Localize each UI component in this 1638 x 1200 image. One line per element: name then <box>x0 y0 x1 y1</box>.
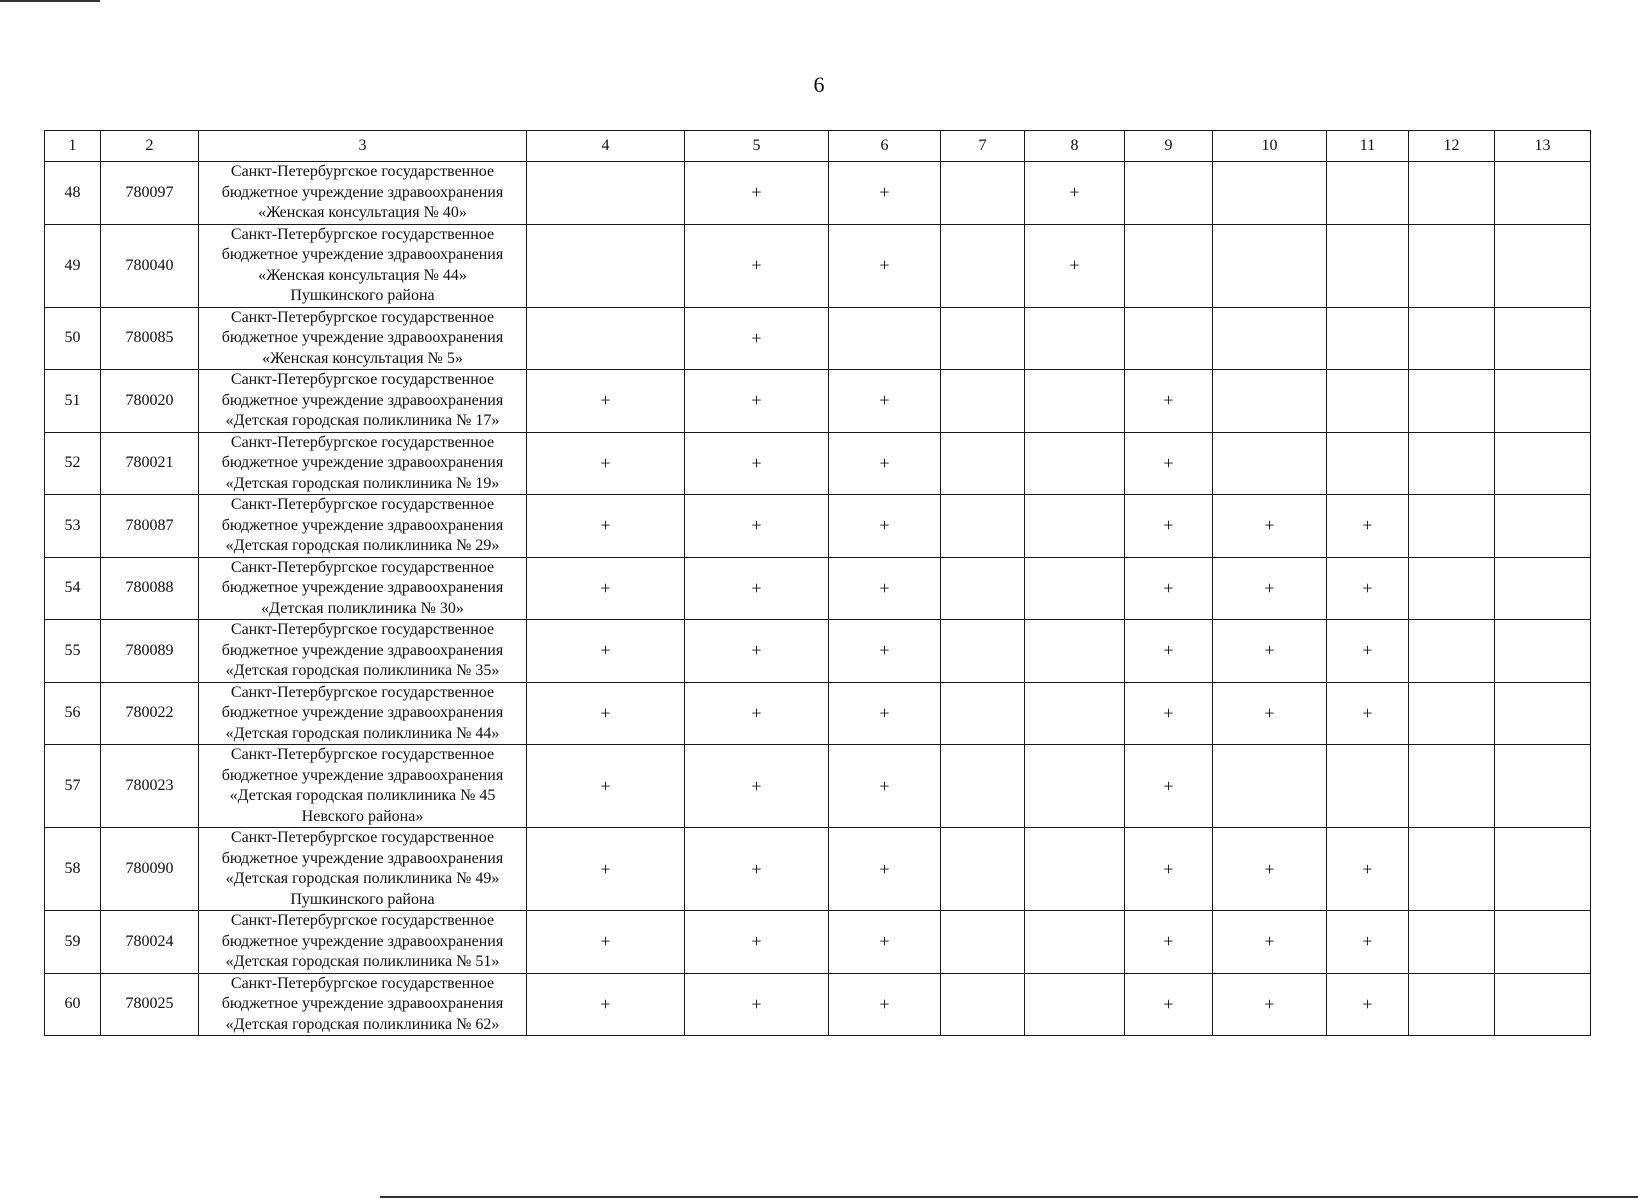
row-number: 50 <box>45 307 101 370</box>
facility-name <box>199 307 527 370</box>
mark-cell-col-8 <box>1025 745 1125 828</box>
mark-cell-col-11: + <box>1327 911 1409 974</box>
mark-cell-col-9: + <box>1125 911 1213 974</box>
row-number: 54 <box>45 557 101 620</box>
column-header-7: 7 <box>941 131 1025 162</box>
facility-name-line: бюджетное учреждение здравоохранения <box>221 766 504 784</box>
facility-code: 780090 <box>101 828 199 911</box>
mark-cell-col-6: + <box>829 370 941 433</box>
mark-cell-col-10: + <box>1213 682 1327 745</box>
mark-cell-col-4: + <box>527 432 685 495</box>
facility-name-line: «Женская консультация № 5» <box>262 349 463 367</box>
row-number: 55 <box>45 620 101 683</box>
mark-cell-col-8: + <box>1025 162 1125 225</box>
facility-name-line: «Детская городская поликлиника № 45 <box>229 787 496 804</box>
facility-code: 780040 <box>101 224 199 307</box>
mark-cell-col-5: + <box>685 307 829 370</box>
facility-name-line: «Детская поликлиника № 30» <box>261 599 464 617</box>
mark-cell-col-9 <box>1125 224 1213 307</box>
facility-name-line: «Детская городская поликлиника № 44» <box>225 724 500 742</box>
mark-cell-col-4 <box>527 162 685 225</box>
mark-cell-col-5: + <box>685 162 829 225</box>
row-number: 48 <box>45 162 101 225</box>
mark-cell-col-9: + <box>1125 495 1213 558</box>
facility-name-line: «Детская городская поликлиника № 51» <box>225 953 500 970</box>
row-number: 49 <box>45 224 101 307</box>
facility-code: 780020 <box>101 370 199 433</box>
mark-cell-col-8 <box>1025 370 1125 433</box>
mark-cell-col-10 <box>1213 432 1327 495</box>
row-number: 59 <box>45 911 101 974</box>
mark-cell-col-5: + <box>685 682 829 745</box>
mark-cell-col-8 <box>1025 557 1125 620</box>
facility-name-line: бюджетное учреждение здравоохранения <box>221 579 504 596</box>
facility-name-line: бюджетное учреждение здравоохранения <box>221 391 504 409</box>
mark-cell-col-4: + <box>527 828 685 911</box>
mark-cell-col-5: + <box>685 432 829 495</box>
mark-cell-col-10: + <box>1213 557 1327 620</box>
mark-cell-col-7 <box>941 495 1025 558</box>
mark-cell-col-6: + <box>829 495 941 558</box>
mark-cell-col-9 <box>1125 162 1213 225</box>
mark-cell-col-12 <box>1409 162 1495 225</box>
column-header-2: 2 <box>101 131 199 162</box>
mark-cell-col-7 <box>941 307 1025 370</box>
mark-cell-col-13 <box>1495 745 1591 828</box>
table-row <box>45 224 1591 307</box>
mark-cell-col-13 <box>1495 620 1591 683</box>
column-header-12: 12 <box>1409 131 1495 162</box>
bottom-scan-rule <box>380 1196 1638 1198</box>
facility-name-line: Санкт-Петербургское государственное <box>230 433 495 451</box>
column-header-10: 10 <box>1213 131 1327 162</box>
mark-cell-col-7 <box>941 828 1025 911</box>
facility-name-line: бюджетное учреждение здравоохранения <box>221 704 504 721</box>
row-number: 57 <box>45 745 101 828</box>
mark-cell-col-8 <box>1025 911 1125 974</box>
mark-cell-col-12 <box>1409 224 1495 307</box>
facility-name-line: бюджетное учреждение здравоохранения <box>221 932 504 950</box>
mark-cell-col-10: + <box>1213 620 1327 683</box>
facility-name-line: бюджетное учреждение здравоохранения <box>221 849 504 867</box>
mark-cell-col-5: + <box>685 745 829 828</box>
mark-cell-col-7 <box>941 162 1025 225</box>
mark-cell-col-9: + <box>1125 557 1213 620</box>
mark-cell-col-11 <box>1327 224 1409 307</box>
mark-cell-col-7 <box>941 745 1025 828</box>
mark-cell-col-4: + <box>527 370 685 433</box>
column-header-1: 1 <box>45 131 101 162</box>
mark-cell-col-7 <box>941 911 1025 974</box>
mark-cell-col-8 <box>1025 432 1125 495</box>
mark-cell-col-6: + <box>829 911 941 974</box>
row-number: 52 <box>45 432 101 495</box>
facility-code: 780023 <box>101 745 199 828</box>
mark-cell-col-9: + <box>1125 682 1213 745</box>
mark-cell-col-5: + <box>685 224 829 307</box>
mark-cell-col-10 <box>1213 370 1327 433</box>
facility-name-line: «Женская консультация № 40» <box>258 204 467 221</box>
mark-cell-col-12 <box>1409 432 1495 495</box>
mark-cell-col-12 <box>1409 620 1495 683</box>
facility-name <box>199 911 527 974</box>
mark-cell-col-11 <box>1327 307 1409 370</box>
table-row <box>45 620 1591 683</box>
mark-cell-col-6: + <box>829 682 941 745</box>
facility-name-line: Санкт-Петербургское государственное <box>230 225 495 243</box>
table-row <box>45 495 1591 558</box>
top-scan-rule <box>0 0 100 2</box>
row-number: 51 <box>45 370 101 433</box>
mark-cell-col-9: + <box>1125 370 1213 433</box>
mark-cell-col-12 <box>1409 557 1495 620</box>
mark-cell-col-6 <box>829 307 941 370</box>
mark-cell-col-12 <box>1409 911 1495 974</box>
mark-cell-col-12 <box>1409 973 1495 1036</box>
facility-name <box>199 620 527 683</box>
mark-cell-col-5: + <box>685 495 829 558</box>
mark-cell-col-5: + <box>685 828 829 911</box>
column-header-11: 11 <box>1327 131 1409 162</box>
mark-cell-col-8 <box>1025 307 1125 370</box>
mark-cell-col-4: + <box>527 911 685 974</box>
mark-cell-col-11: + <box>1327 973 1409 1036</box>
mark-cell-col-8: + <box>1025 224 1125 307</box>
facility-code: 780024 <box>101 911 199 974</box>
mark-cell-col-7 <box>941 224 1025 307</box>
mark-cell-col-12 <box>1409 495 1495 558</box>
facility-name-line: бюджетное учреждение здравоохранения <box>221 641 504 659</box>
mark-cell-col-11: + <box>1327 620 1409 683</box>
facility-name-line: Санкт-Петербургское государственное <box>230 621 495 638</box>
facility-code: 780025 <box>101 973 199 1036</box>
mark-cell-col-12 <box>1409 745 1495 828</box>
column-header-5: 5 <box>685 131 829 162</box>
mark-cell-col-13 <box>1495 224 1591 307</box>
mark-cell-col-5: + <box>685 973 829 1036</box>
mark-cell-col-13 <box>1495 495 1591 558</box>
mark-cell-col-11: + <box>1327 828 1409 911</box>
facility-name-line: «Детская городская поликлиника № 17» <box>225 412 500 429</box>
mark-cell-col-4: + <box>527 682 685 745</box>
facility-name-line: бюджетное учреждение здравоохранения <box>221 454 504 471</box>
mark-cell-col-9: + <box>1125 973 1213 1036</box>
facility-code: 780088 <box>101 557 199 620</box>
mark-cell-col-6: + <box>829 973 941 1036</box>
row-number: 60 <box>45 973 101 1036</box>
mark-cell-col-4: + <box>527 557 685 620</box>
facility-name-line: Невского района» <box>301 807 424 825</box>
facility-code: 780022 <box>101 682 199 745</box>
mark-cell-col-12 <box>1409 307 1495 370</box>
mark-cell-col-12 <box>1409 828 1495 911</box>
mark-cell-col-8 <box>1025 620 1125 683</box>
table-row <box>45 973 1591 1036</box>
row-number: 53 <box>45 495 101 558</box>
mark-cell-col-10: + <box>1213 495 1327 558</box>
facility-name-line: «Детская городская поликлиника № 62» <box>225 1015 500 1033</box>
column-header-8: 8 <box>1025 131 1125 162</box>
mark-cell-col-6: + <box>829 224 941 307</box>
table-row <box>45 828 1591 911</box>
table-row <box>45 307 1591 370</box>
facilities-table <box>44 130 1591 1036</box>
mark-cell-col-13 <box>1495 370 1591 433</box>
mark-cell-col-11 <box>1327 370 1409 433</box>
facility-name-line: Санкт-Петербургское государственное <box>230 683 495 701</box>
mark-cell-col-7 <box>941 557 1025 620</box>
facility-name <box>199 495 527 558</box>
page-number: 6 <box>813 72 825 97</box>
column-header-9: 9 <box>1125 131 1213 162</box>
facility-name-line: «Детская городская поликлиника № 35» <box>225 662 500 679</box>
facility-name-line: «Женская консультация № 44» <box>258 266 467 284</box>
facility-name <box>199 370 527 433</box>
row-number: 56 <box>45 682 101 745</box>
mark-cell-col-7 <box>941 973 1025 1036</box>
facility-name <box>199 973 527 1036</box>
table-row <box>45 162 1591 225</box>
row-number: 58 <box>45 828 101 911</box>
mark-cell-col-13 <box>1495 162 1591 225</box>
table-row <box>45 911 1591 974</box>
table-row <box>45 745 1591 828</box>
facility-code: 780087 <box>101 495 199 558</box>
facility-name <box>199 224 527 307</box>
facility-code: 780085 <box>101 307 199 370</box>
facility-name-line: Пушкинского района <box>290 287 435 304</box>
mark-cell-col-6: + <box>829 745 941 828</box>
table-body <box>45 162 1591 1036</box>
mark-cell-col-6: + <box>829 162 941 225</box>
mark-cell-col-8 <box>1025 828 1125 911</box>
mark-cell-col-10 <box>1213 745 1327 828</box>
facility-name-line: бюджетное учреждение здравоохранения <box>221 246 504 263</box>
mark-cell-col-7 <box>941 370 1025 433</box>
mark-cell-col-12 <box>1409 682 1495 745</box>
mark-cell-col-7 <box>941 682 1025 745</box>
mark-cell-col-13 <box>1495 682 1591 745</box>
mark-cell-col-13 <box>1495 307 1591 370</box>
table-header <box>45 131 1591 162</box>
facility-name <box>199 162 527 225</box>
table-row <box>45 682 1591 745</box>
facility-name-line: Санкт-Петербургское государственное <box>230 558 495 576</box>
facility-name <box>199 828 527 911</box>
facility-name-line: бюджетное учреждение здравоохранения <box>221 516 504 534</box>
mark-cell-col-7 <box>941 432 1025 495</box>
mark-cell-col-4: + <box>527 620 685 683</box>
facility-name-line: бюджетное учреждение здравоохранения <box>221 183 504 201</box>
mark-cell-col-11: + <box>1327 557 1409 620</box>
table-row <box>45 557 1591 620</box>
facility-name-line: Санкт-Петербургское государственное <box>230 371 495 388</box>
facility-name <box>199 432 527 495</box>
facility-name-line: Санкт-Петербургское государственное <box>230 496 495 513</box>
facility-name-line: бюджетное учреждение здравоохранения <box>221 995 504 1012</box>
mark-cell-col-13 <box>1495 828 1591 911</box>
mark-cell-col-8 <box>1025 682 1125 745</box>
mark-cell-col-13 <box>1495 911 1591 974</box>
mark-cell-col-13 <box>1495 973 1591 1036</box>
mark-cell-col-10 <box>1213 307 1327 370</box>
mark-cell-col-11: + <box>1327 682 1409 745</box>
facility-name-line: Пушкинского района <box>290 890 435 908</box>
mark-cell-col-8 <box>1025 973 1125 1036</box>
column-header-4: 4 <box>527 131 685 162</box>
facility-name-line: «Детская городская поликлиника № 49» <box>225 870 500 887</box>
facility-code: 780097 <box>101 162 199 225</box>
mark-cell-col-6: + <box>829 620 941 683</box>
mark-cell-col-6: + <box>829 432 941 495</box>
mark-cell-col-4: + <box>527 495 685 558</box>
mark-cell-col-12 <box>1409 370 1495 433</box>
mark-cell-col-6: + <box>829 557 941 620</box>
mark-cell-col-11 <box>1327 162 1409 225</box>
facility-name-line: Санкт-Петербургское государственное <box>230 163 495 180</box>
mark-cell-col-9: + <box>1125 828 1213 911</box>
facility-name-line: «Детская городская поликлиника № 29» <box>225 537 500 554</box>
mark-cell-col-8 <box>1025 495 1125 558</box>
mark-cell-col-10: + <box>1213 911 1327 974</box>
column-header-3: 3 <box>199 131 527 162</box>
mark-cell-col-9: + <box>1125 620 1213 683</box>
mark-cell-col-4 <box>527 224 685 307</box>
mark-cell-col-5: + <box>685 370 829 433</box>
mark-cell-col-7 <box>941 620 1025 683</box>
header-row <box>45 131 1591 162</box>
facility-code: 780089 <box>101 620 199 683</box>
mark-cell-col-5: + <box>685 911 829 974</box>
facility-name-line: Санкт-Петербургское государственное <box>230 912 495 929</box>
facility-name-line: Санкт-Петербургское государственное <box>230 746 495 763</box>
table-row <box>45 432 1591 495</box>
column-header-6: 6 <box>829 131 941 162</box>
mark-cell-col-4: + <box>527 973 685 1036</box>
mark-cell-col-13 <box>1495 557 1591 620</box>
mark-cell-col-9 <box>1125 307 1213 370</box>
table-row <box>45 370 1591 433</box>
mark-cell-col-13 <box>1495 432 1591 495</box>
mark-cell-col-11 <box>1327 745 1409 828</box>
mark-cell-col-10: + <box>1213 973 1327 1036</box>
facility-name <box>199 557 527 620</box>
facility-name-line: Санкт-Петербургское государственное <box>230 308 495 326</box>
mark-cell-col-6: + <box>829 828 941 911</box>
facility-name <box>199 745 527 828</box>
mark-cell-col-4 <box>527 307 685 370</box>
mark-cell-col-11: + <box>1327 495 1409 558</box>
mark-cell-col-11 <box>1327 432 1409 495</box>
facility-name-line: «Детская городская поликлиника № 19» <box>225 474 500 492</box>
facility-name <box>199 682 527 745</box>
mark-cell-col-10: + <box>1213 828 1327 911</box>
facility-name-line: Санкт-Петербургское государственное <box>230 974 495 992</box>
facility-name-line: Санкт-Петербургское государственное <box>230 829 495 846</box>
mark-cell-col-5: + <box>685 557 829 620</box>
facility-code: 780021 <box>101 432 199 495</box>
column-header-13: 13 <box>1495 131 1591 162</box>
mark-cell-col-10 <box>1213 224 1327 307</box>
mark-cell-col-4: + <box>527 745 685 828</box>
mark-cell-col-9: + <box>1125 432 1213 495</box>
facility-name-line: бюджетное учреждение здравоохранения <box>221 329 504 346</box>
mark-cell-col-10 <box>1213 162 1327 225</box>
mark-cell-col-9: + <box>1125 745 1213 828</box>
mark-cell-col-5: + <box>685 620 829 683</box>
